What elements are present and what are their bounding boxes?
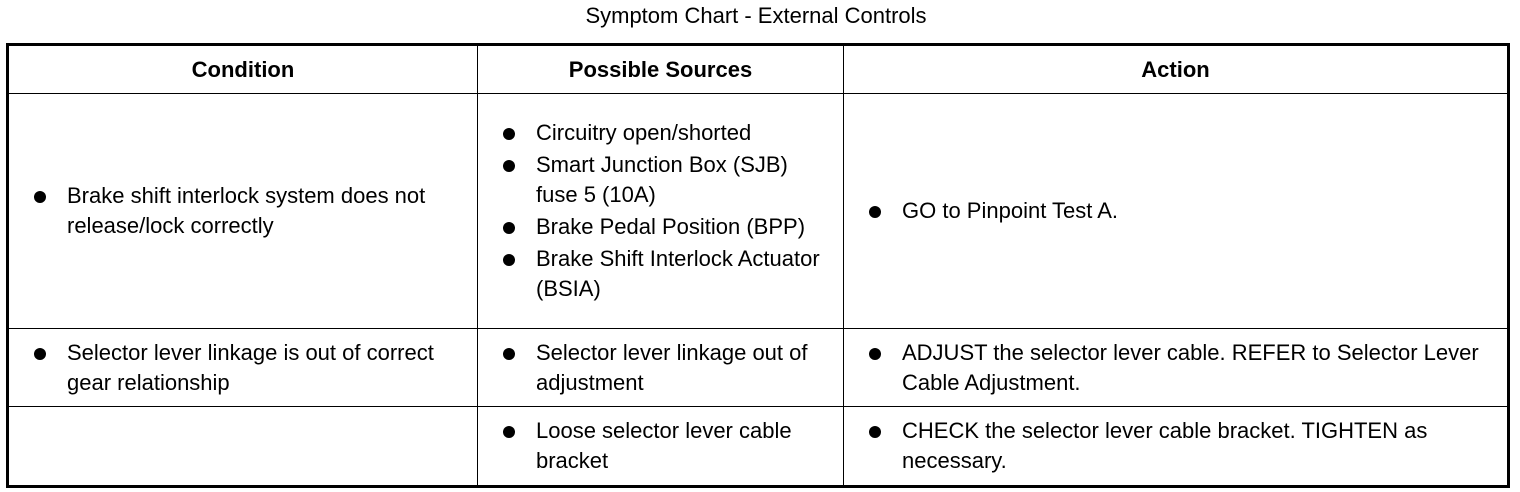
list-item [844,338,1499,398]
list-item [478,150,835,210]
sources-cell [478,329,844,407]
bullet-icon [503,128,515,140]
source-text: Brake Shift Interlock Actuator (BSIA) [536,246,820,301]
condition-cell [8,329,478,407]
sources-cell [478,407,844,487]
bullet-icon [34,348,46,360]
action-cell [844,94,1509,329]
bullet-icon [503,222,515,234]
header-action: Action [844,45,1509,94]
bullet-icon [503,348,515,360]
action-cell [844,407,1509,487]
list-item [9,181,469,241]
list-item [9,338,469,398]
list-item [844,196,1499,226]
table-header-row [8,45,1509,94]
symptom-chart-table [6,43,1510,488]
bullet-icon [503,160,515,172]
table-row [8,407,1509,487]
bullet-icon [34,191,46,203]
action-text: GO to Pinpoint Test A. [902,198,1119,223]
action-text: ADJUST the selector lever cable. REFER to Selector Lever Cable Adjustment. [902,339,1479,395]
list-item [478,212,835,242]
condition-text: Brake shift interlock system does not release/lock correctly [67,183,426,238]
sources-cell [478,94,844,329]
source-text: Circuitry open/shorted [536,120,752,145]
condition-cell [8,407,478,487]
action-cell [844,329,1509,407]
list-item [478,416,835,476]
list-item [478,118,835,148]
header-condition: Condition [8,45,478,94]
bullet-icon [869,206,881,218]
list-item [478,244,835,304]
list-item [478,338,835,398]
bullet-icon [869,348,881,360]
bullet-icon [869,426,881,438]
action-text: CHECK the selector lever cable bracket. TIGHTEN as necessary. [902,418,1428,473]
bullet-icon [503,426,515,438]
list-item [844,416,1499,476]
condition-text: Selector lever linkage is out of correct gear relationship [67,339,434,395]
bullet-icon [503,254,515,266]
header-possible-sources: Possible Sources [478,45,844,94]
source-text: Smart Junction Box (SJB) fuse 5 (10A) [536,152,788,207]
table-row [8,329,1509,407]
source-text: Brake Pedal Position (BPP) [536,214,806,239]
source-text: Loose selector lever cable bracket [536,418,792,473]
source-text: Selector lever linkage out of adjustment [536,339,808,395]
condition-cell [8,94,478,329]
page-title: Symptom Chart - External Controls [585,3,927,28]
table-row [8,94,1509,329]
